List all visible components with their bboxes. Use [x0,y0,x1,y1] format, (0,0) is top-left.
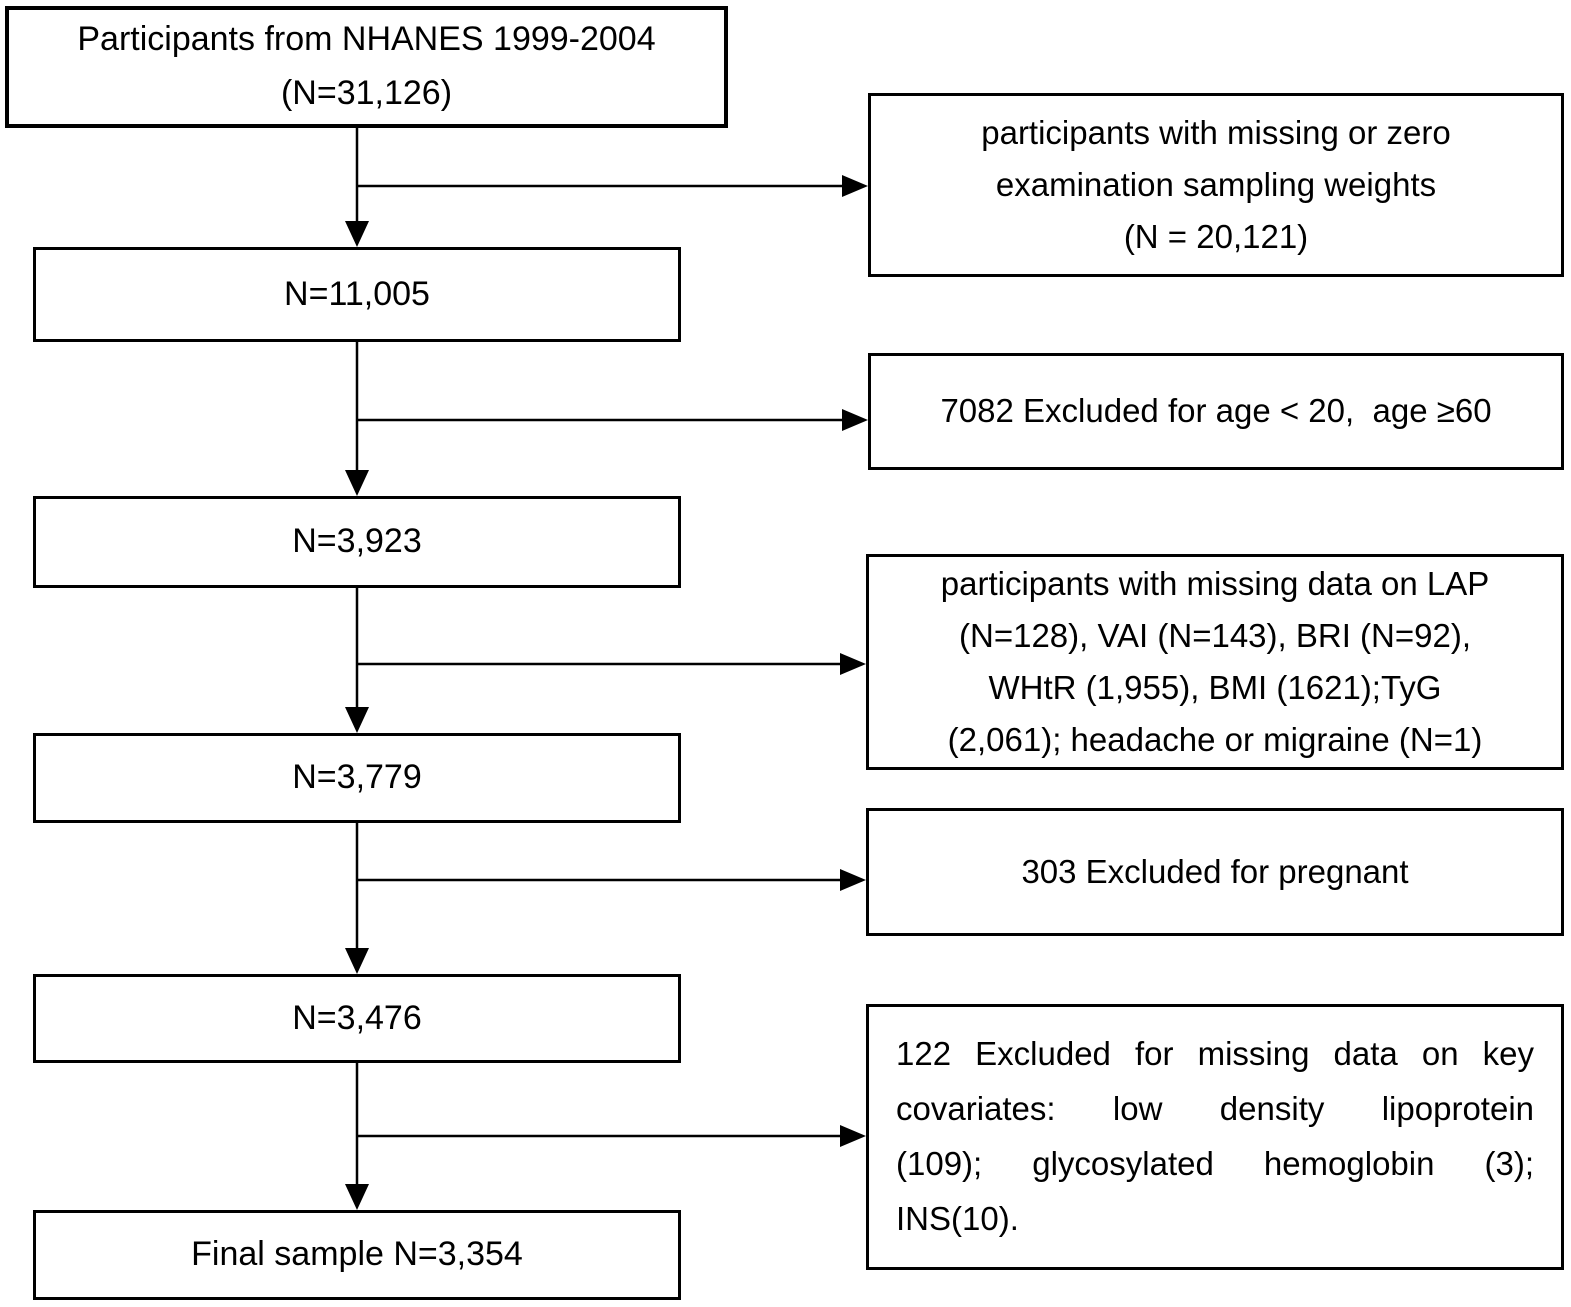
box-excluded-pregnant-label: 303 Excluded for pregnant [1021,852,1409,890]
box-excluded-covariates-line2: covariates: low density lipoprotein [896,1090,1534,1128]
box-after-weights-label: N=11,005 [284,274,430,313]
box-excluded-missing-data-line1: participants with missing data on LAP [940,564,1490,602]
box-excluded-missing-data-line4: (2,061); headache or migraine (N=1) [947,721,1483,759]
box-excluded-pregnant [866,808,1564,936]
arrow-down-4 [345,822,369,974]
box-after-age-label: N=3,923 [292,522,422,561]
box-excluded-weights [868,93,1564,277]
box-after-pregnant [33,974,681,1063]
box-final-sample-label: Final sample N=3,354 [191,1235,523,1274]
box-final-sample [33,1210,681,1300]
box-nhanes-total [5,6,728,128]
arrow-down-2 [345,341,369,496]
box-excluded-covariates-line1: 122 Excluded for missing data on key [896,1035,1534,1073]
arrow-down-5 [345,1063,369,1210]
box-excluded-covariates-line4: INS(10). [896,1199,1019,1237]
box-excluded-missing-data-line2: (N=128), VAI (N=143), BRI (N=92), [959,616,1471,654]
box-excluded-covariates [866,1004,1564,1270]
box-after-missing [33,733,681,823]
box-excluded-missing-data-line3: WHtR (1,955), BMI (1621);TyG [988,669,1442,706]
box-after-age [33,496,681,588]
box-excluded-age-label: 7082 Excluded for age < 20, age ≥60 [940,392,1492,430]
box-after-missing-label: N=3,779 [292,758,422,797]
box-nhanes-total-line2: (N=31,126) [280,74,453,112]
box-after-weights [33,247,681,342]
arrow-right-3 [357,653,866,675]
box-excluded-weights-line3: (N = 20,121) [1123,218,1309,256]
box-after-pregnant-label: N=3,476 [292,998,422,1037]
arrow-right-4 [357,869,866,891]
arrow-right-2 [357,409,868,431]
arrow-down-3 [345,588,369,733]
box-excluded-missing-data [866,554,1564,770]
arrow-right-5 [357,1125,866,1147]
box-excluded-weights-line2: examination sampling weights [995,165,1437,203]
box-excluded-weights-line1: participants with missing or zero [981,113,1451,151]
box-excluded-age [868,353,1564,470]
arrow-right-1 [357,175,868,197]
box-excluded-covariates-line3: (109); glycosylated hemoglobin (3); [896,1145,1534,1182]
box-nhanes-total-line1: Participants from NHANES 1999-2004 [77,20,656,59]
arrow-down-1 [345,128,369,247]
